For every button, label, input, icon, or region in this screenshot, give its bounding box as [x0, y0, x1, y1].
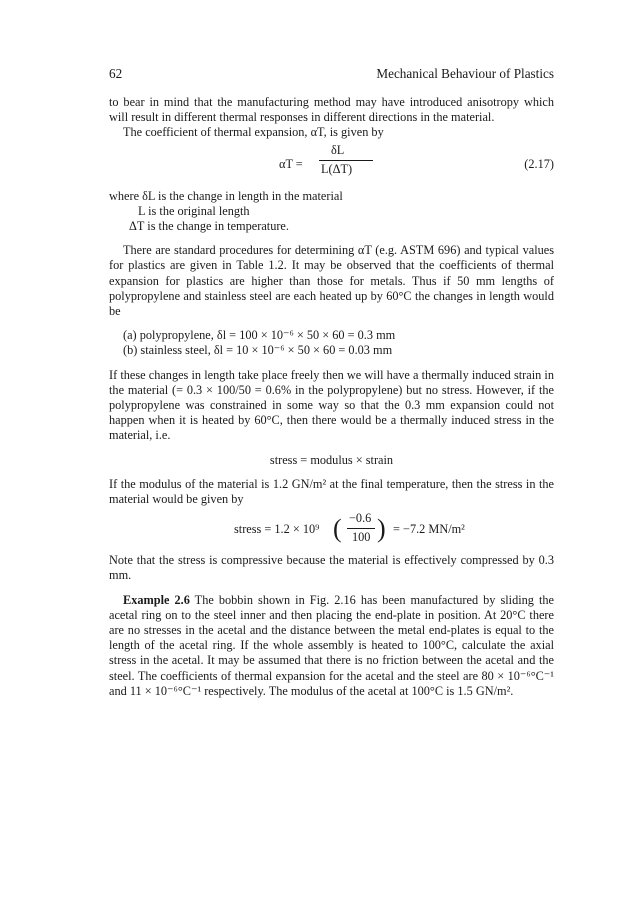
equation-2-17	[109, 143, 554, 187]
equation-denominator: L(ΔT)	[321, 161, 353, 176]
running-title: Mechanical Behaviour of Plastics	[376, 66, 554, 81]
definition-line: where δL is the change in length in the material	[109, 188, 343, 203]
equation-stress: stress = modulus × strain	[269, 452, 394, 467]
paragraph: Note that the stress is compressive because the material is effectively compressed by 0.3 mm.	[109, 553, 554, 583]
equation-lhs: αT =	[279, 156, 303, 171]
example-label: Example 2.6	[123, 592, 190, 607]
definition-line: ΔT is the change in temperature.	[129, 219, 289, 234]
equation-numerator: −0.6	[349, 511, 372, 526]
equation-rhs: = −7.2 MN/m²	[393, 522, 465, 537]
list-item: (a) polypropylene, δl = 100 × 10⁻⁶ × 50 × 60 = 0.3 mm	[123, 328, 396, 343]
variable-definitions	[109, 189, 554, 235]
calculation-list	[109, 328, 554, 358]
example-paragraph	[109, 593, 554, 699]
fraction-bar	[319, 160, 373, 161]
equation-number: (2.17)	[524, 156, 554, 171]
equation-denominator: 100	[352, 530, 371, 545]
list-item: (b) stainless steel, δl = 10 × 10⁻⁶ × 50 × 60 = 0.03 mm	[123, 343, 393, 358]
equation-lhs: stress = 1.2 × 10⁹	[234, 522, 320, 537]
body-text	[109, 95, 554, 699]
equation-numerator: δL	[331, 142, 345, 157]
paragraph: If the modulus of the material is 1.2 GN/m² at the final temperature, then the stress in the material would be given by	[109, 476, 554, 507]
paragraph: to bear in mind that the manufacturing method may have introduced anisotropy which will result in different thermal responses in different directions in the material.	[109, 95, 554, 125]
running-header	[109, 66, 554, 82]
paragraph: The coefficient of thermal expansion, αT, is given by	[123, 125, 384, 140]
right-paren: )	[377, 514, 386, 544]
page-number: 62	[109, 66, 123, 81]
equation-stress-value	[109, 511, 554, 549]
fraction-bar	[347, 528, 375, 529]
paragraph: There are standard procedures for determining αT (e.g. ASTM 696) and typical values for plastics are given in Table 1.2. It may be observed that the coefficients of thermal expansion for plastics are higher than those for metals. Thus if 50 mm lengths of polypropylene and stainless steel are each heated up by 60°C the changes in length would be	[109, 243, 554, 319]
definition-line: L is the original length	[138, 203, 250, 218]
left-paren: (	[333, 514, 342, 544]
paragraph: If these changes in length take place freely then we will have a thermally induced strain in the material (= 0.3 × 100/50 = 0.6% in the polypropylene) but no stress. However, if the polypropylene was constrained in some way so that the 0.3 mm expansion could not happen when it is heated by 60°C, then there would be a thermally induced stress in the material, i.e.	[109, 367, 554, 443]
example-text: The bobbin shown in Fig. 2.16 has been manufactured by sliding the acetal ring on to the steel inner and then placing the end-plate in position. At 20°C there are no stresses in the acetal and the distance between the metal end-plates is equal to the length of the acetal ring. If the whole assembly is heated to 100°C, calculate the axial stress in the acetal. It may be assumed that there is no friction between the acetal and the steel. The coefficients of thermal expansion for the acetal and the steel are 80 × 10⁻⁶°C⁻¹ and 11 × 10⁻⁶°C⁻¹ respectively. The modulus of the acetal at 100°C is 1.5 GN/m².	[109, 592, 555, 698]
